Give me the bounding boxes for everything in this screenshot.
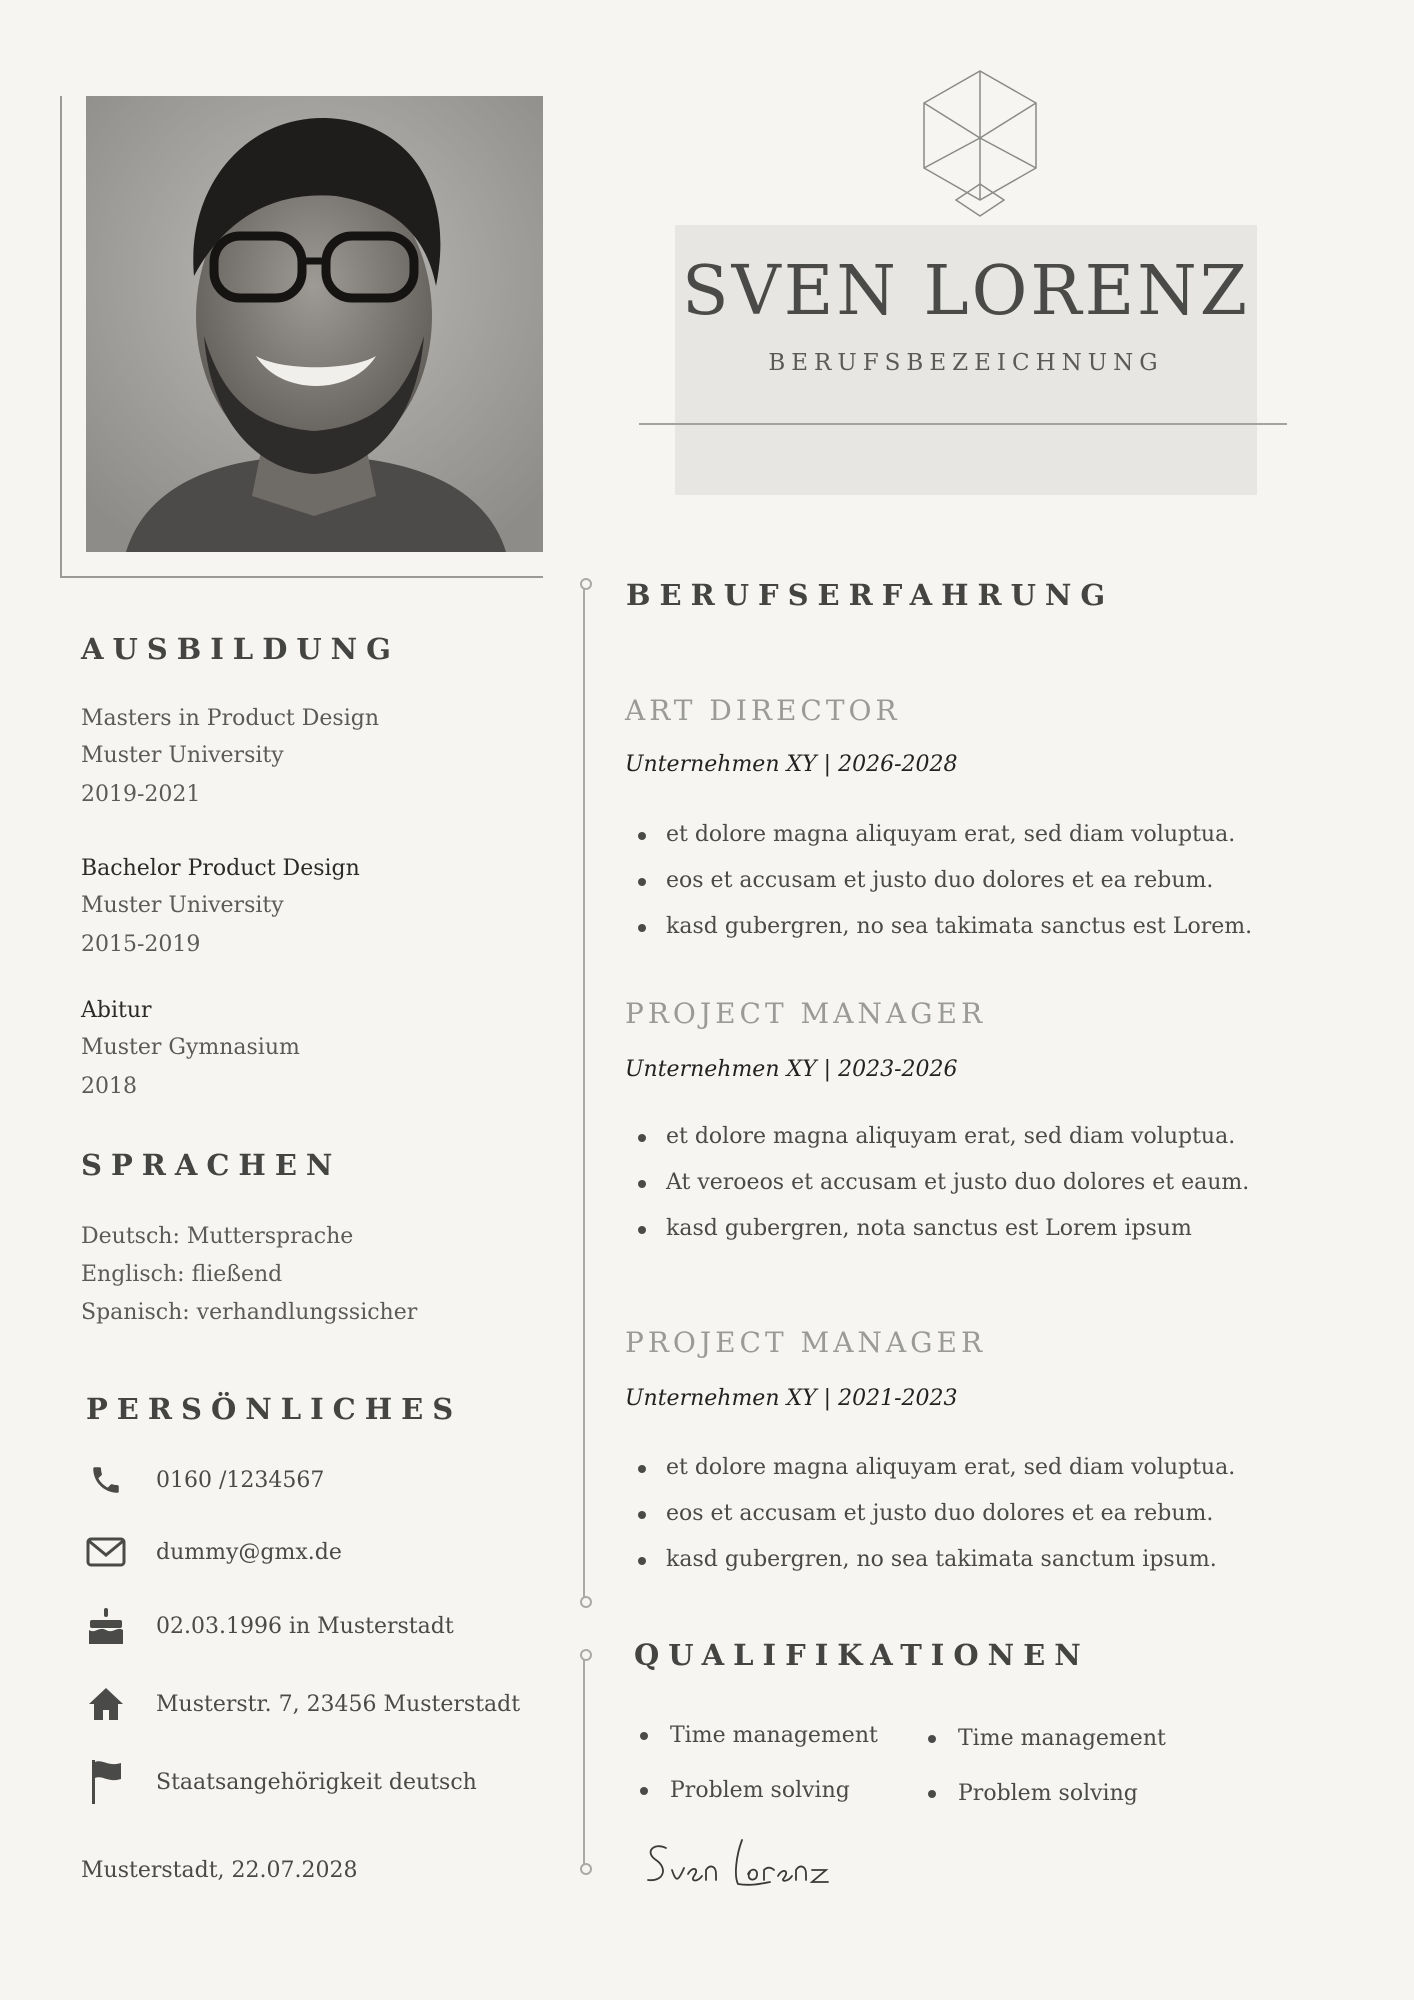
- education-item: [81, 992, 300, 1108]
- education-item: [81, 850, 360, 966]
- contact-email: [86, 1532, 556, 1572]
- job-bullet: kasd gubergren, no sea takimata sanctum ipsum.: [638, 1537, 1235, 1583]
- job-bullet: et dolore magna aliquyam erat, sed diam voluptua.: [638, 1445, 1235, 1491]
- education-degree: Abitur: [81, 998, 152, 1023]
- contact-birthday: [86, 1606, 556, 1646]
- job-bullets: [638, 1445, 1235, 1583]
- photo-frame-line: [60, 96, 62, 578]
- education-years: 2019-2021: [81, 782, 201, 807]
- home-icon: [86, 1684, 126, 1724]
- qualification-item: Time management: [640, 1708, 878, 1763]
- job-bullet: et dolore magna aliquyam erat, sed diam voluptua.: [638, 1114, 1249, 1160]
- job-title: BERUFSBEZEICHNUNG: [768, 350, 1164, 376]
- geometric-logo-icon: [920, 68, 1040, 218]
- person-name: SVEN LORENZ: [682, 252, 1250, 331]
- job-position: PROJECT MANAGER: [625, 997, 987, 1030]
- place-date: Musterstadt, 22.07.2028: [81, 1858, 358, 1883]
- job-bullet: eos et accusam et justo duo dolores et ea rebum.: [638, 1491, 1235, 1537]
- education-school: Muster University: [81, 743, 284, 768]
- flag-icon: [86, 1762, 126, 1802]
- language-item: Spanisch: verhandlungssicher: [81, 1300, 418, 1325]
- job-bullets: [638, 1114, 1249, 1252]
- contact-phone-text: 0160 /1234567: [156, 1467, 325, 1493]
- job-company: Unternehmen XY: [625, 1057, 817, 1082]
- job-bullets: [638, 812, 1252, 950]
- section-title-personal: PERSÖNLICHES: [86, 1392, 463, 1426]
- phone-icon: [86, 1460, 126, 1500]
- contact-phone: [86, 1460, 556, 1500]
- education-years: 2018: [81, 1074, 137, 1099]
- job-position: PROJECT MANAGER: [625, 1326, 987, 1359]
- education-degree: Bachelor Product Design: [81, 856, 360, 881]
- section-title-education: AUSBILDUNG: [81, 632, 400, 666]
- job-company: Unternehmen XY: [625, 1386, 817, 1411]
- timeline-line: [583, 1653, 585, 1871]
- section-title-experience: BERUFSERFAHRUNG: [626, 578, 1115, 612]
- languages-list: [81, 1218, 417, 1332]
- job-bullet: eos et accusam et justo duo dolores et ea rebum.: [638, 858, 1252, 904]
- education-years: 2015-2019: [81, 932, 201, 957]
- job-meta: Unternehmen XY | 2021-2023: [625, 1386, 958, 1411]
- signature: [640, 1830, 860, 1900]
- contact-address: [86, 1684, 556, 1724]
- job-meta: Unternehmen XY | 2026-2028: [625, 752, 958, 777]
- photo-frame-line: [60, 576, 543, 578]
- job-bullet: et dolore magna aliquyam erat, sed diam voluptua.: [638, 812, 1252, 858]
- job-period: 2026-2028: [838, 752, 958, 777]
- job-period: 2021-2023: [838, 1386, 958, 1411]
- qualification-item: Problem solving: [928, 1766, 1166, 1821]
- education-degree: Masters in Product Design: [81, 706, 379, 731]
- job-bullet: kasd gubergren, nota sanctus est Lorem ipsum: [638, 1206, 1249, 1252]
- qualifications-list: [928, 1711, 1166, 1821]
- profile-photo: [86, 96, 543, 552]
- education-school: Muster Gymnasium: [81, 1035, 300, 1060]
- divider: [639, 423, 1287, 425]
- qualification-item: Time management: [928, 1711, 1166, 1766]
- education-school: Muster University: [81, 893, 284, 918]
- qualifications-list: [640, 1708, 878, 1818]
- contact-birthday-text: 02.03.1996 in Musterstadt: [156, 1613, 454, 1639]
- job-meta: Unternehmen XY | 2023-2026: [625, 1057, 958, 1082]
- language-item: Deutsch: Muttersprache: [81, 1224, 354, 1249]
- mail-icon: [86, 1532, 126, 1572]
- contact-nationality-text: Staatsangehörigkeit deutsch: [156, 1769, 477, 1795]
- job-position: ART DIRECTOR: [625, 694, 901, 727]
- job-period: 2023-2026: [838, 1057, 958, 1082]
- language-item: Englisch: fließend: [81, 1262, 283, 1287]
- job-bullet: kasd gubergren, no sea takimata sanctus est Lorem.: [638, 904, 1252, 950]
- birthday-cake-icon: [86, 1606, 126, 1646]
- qualification-item: Problem solving: [640, 1763, 878, 1818]
- contact-nationality: [86, 1762, 556, 1802]
- section-title-languages: SPRACHEN: [81, 1148, 342, 1182]
- contact-email-text: dummy@gmx.de: [156, 1539, 342, 1565]
- contact-address-text: Musterstr. 7, 23456 Musterstadt: [156, 1691, 521, 1717]
- job-company: Unternehmen XY: [625, 752, 817, 777]
- education-item: [81, 700, 379, 816]
- section-title-qualifications: QUALIFIKATIONEN: [634, 1638, 1090, 1672]
- job-bullet: At veroeos et accusam et justo duo dolores et eaum.: [638, 1160, 1249, 1206]
- timeline-line: [583, 582, 585, 1604]
